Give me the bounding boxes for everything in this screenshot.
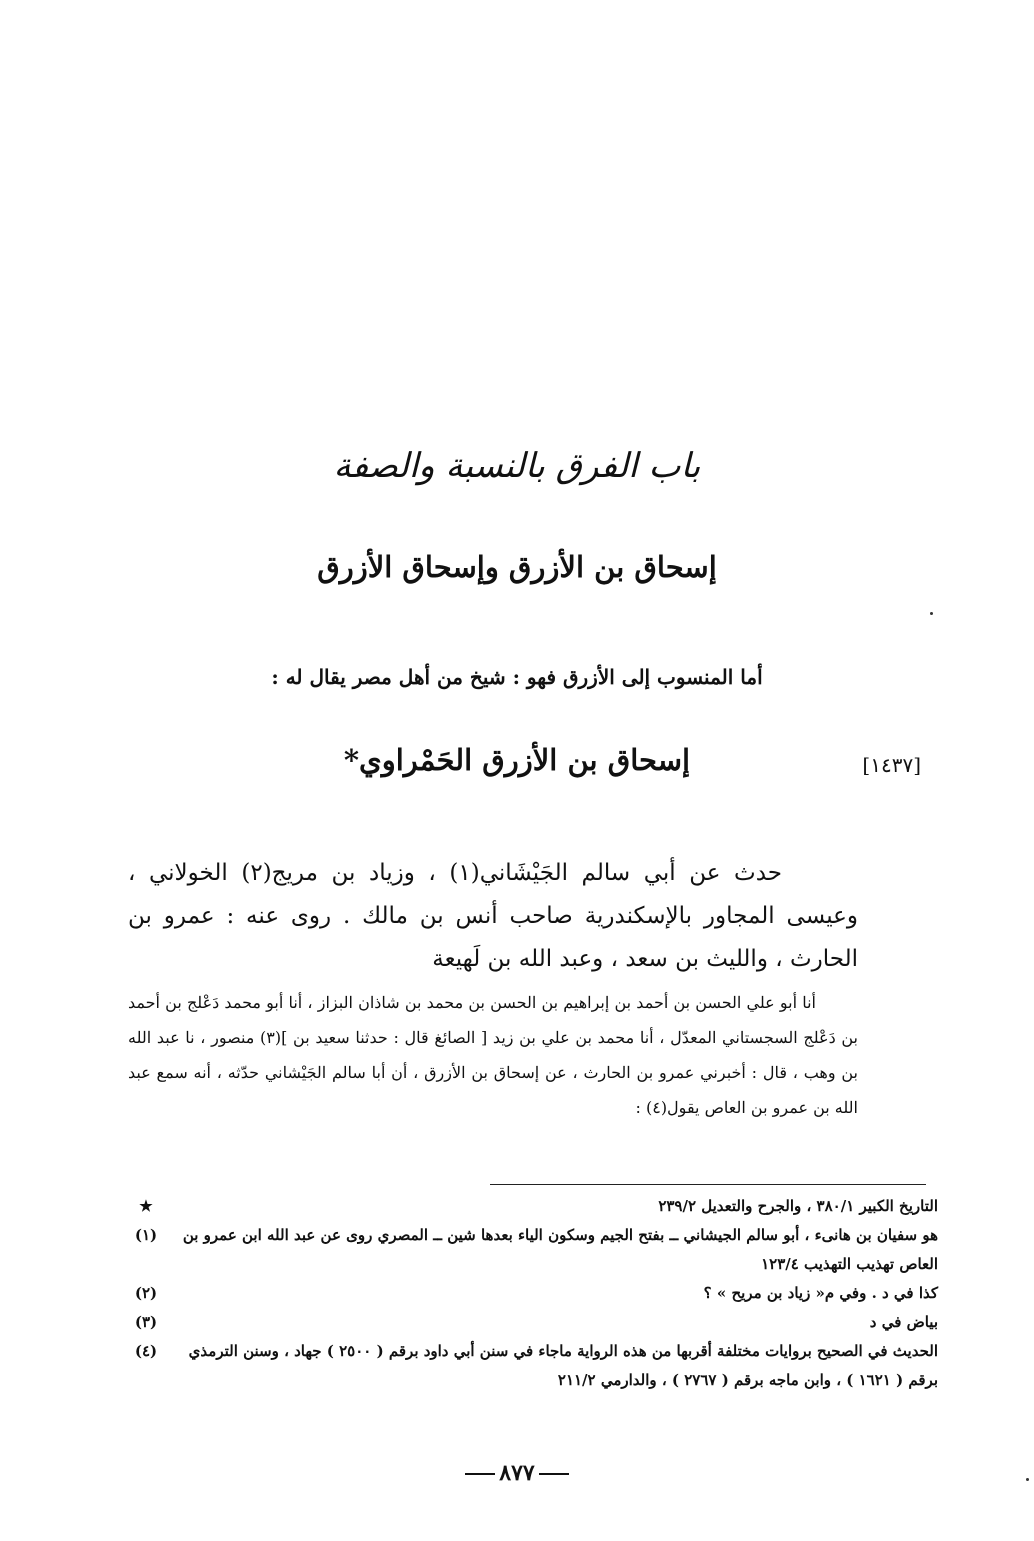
footnote-text: التاريخ الكبير ٣٨٠/١ ، والجرح والتعديل ٢٣٩/٢: [658, 1197, 938, 1215]
scan-speck: [930, 612, 933, 615]
chapter-title: باب الفرق بالنسبة والصفة: [333, 446, 701, 486]
scan-speck: [1026, 1478, 1029, 1481]
intro-line: أما المنسوب إلى الأزرق فهو : شيخ من أهل مصر يقال له :: [271, 665, 763, 689]
entry-number: [١٤٣٧]: [862, 753, 921, 777]
footnote-text: هو سفيان بن هانىء ، أبو سالم الجيشاني ــ بفتح الجيم وسكون الياء بعدها شين ــ المصري روى عن عبد الله ابن عمرو بن العاص تهذيب التهذيب ١٢٣/٤: [182, 1226, 938, 1273]
footnotes: [118, 1192, 938, 1395]
footnote-item: [118, 1192, 938, 1221]
section-title: إسحاق بن الأزرق وإسحاق الأزرق: [317, 550, 717, 584]
page-number-dash: [539, 1473, 569, 1475]
footnote-item: [118, 1337, 938, 1395]
footnote-marker: (٣): [134, 1313, 158, 1331]
footnote-item: [118, 1308, 938, 1337]
footnote-text: كذا في د . وفي م« زياد بن مريح » ؟: [703, 1284, 938, 1302]
page-number-dash: [465, 1473, 495, 1475]
biography-paragraph: حدث عن أبي سالم الجَيْشَاني(١) ، وزياد بن مريج(٢) الخولاني ، وعيسى المجاور بالإسكندرية صاحب أنس بن مالك . روى عنه : عمرو بن الحارث ، والليث بن سعد ، وعبد الله بن لَهيعة: [128, 860, 858, 972]
page-number-value: ٨٧٧: [499, 1460, 535, 1486]
footnote-marker: (١): [134, 1226, 158, 1244]
footnote-divider: [490, 1184, 926, 1185]
entry-title: إسحاق بن الأزرق الحَمْراوي*: [343, 743, 691, 777]
footnote-text: الحديث في الصحيح بروايات مختلفة أقربها من هذه الرواية ماجاء في سنن أبي داود برقم ( ٢٥٠٠ ) جهاد ، وسنن الترمذي برقم ( ١٦٢١ ) ، وابن ماجه برقم ( ٢٧٦٧ ) ، والدارمي ٢١١/٢: [188, 1342, 938, 1389]
footnote-item: [118, 1279, 938, 1308]
footnote-marker: (٢): [134, 1284, 158, 1302]
page-number: [0, 1458, 1034, 1488]
footnote-text: بياض في د: [869, 1313, 938, 1331]
footnote-marker: ★: [139, 1197, 153, 1215]
isnad-paragraph: أنا أبو علي الحسن بن أحمد بن إبراهيم بن الحسن بن محمد بن شاذان البزاز ، أنا أبو محمد دَعْلج بن أحمد بن دَعْلج السجستاني المعدّل ، أنا محمد بن علي بن زيد [ الصائغ قال : حدثنا سعيد بن ](٣) منصور ، نا عبد الله بن وهب ، قال : أخبرني عمرو بن الحارث ، عن إسحاق بن الأزرق ، أن أبا سالم الجَيْشاني حدّثه ، أنه سمع عبد الله بن عمرو بن العاص يقول(٤) :: [128, 993, 859, 1117]
footnote-item: [118, 1221, 938, 1279]
footnote-marker: (٤): [134, 1342, 158, 1360]
